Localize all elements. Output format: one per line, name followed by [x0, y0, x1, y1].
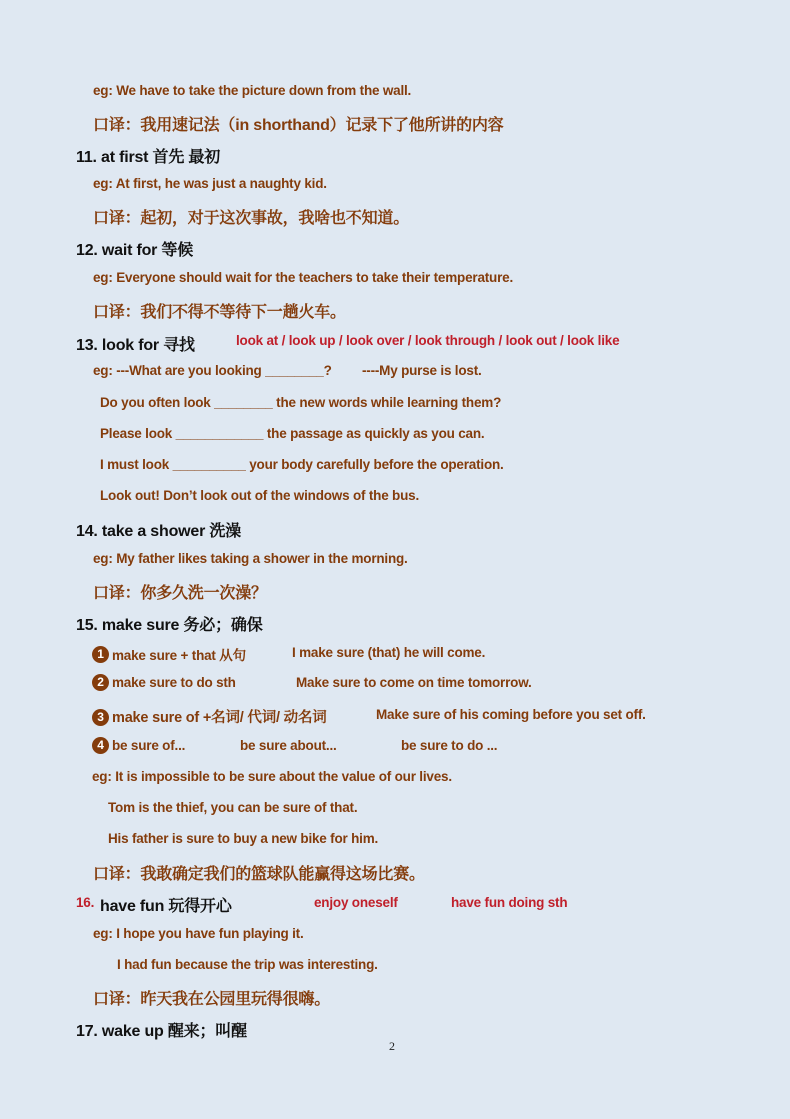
- pattern-text: make sure to do sth: [112, 675, 236, 691]
- translation-prompt: 口译：我敢确定我们的篮球队能赢得这场比赛。: [93, 866, 425, 883]
- number-badge-2: 2: [92, 674, 109, 691]
- pattern-variant: be sure about...: [240, 738, 337, 753]
- item-16-related-phrase: enjoy oneself: [314, 895, 398, 910]
- pattern-text: make sure + that 从句: [112, 648, 246, 663]
- fill-blank-sentence: Please look ____________ the passage as quickly as you can.: [100, 426, 485, 441]
- example-sentence: eg: We have to take the picture down from the wall.: [93, 83, 412, 98]
- example-sentence: eg: It is impossible to be sure about the value of our lives.: [92, 769, 452, 784]
- pattern-text: be sure of...: [112, 738, 186, 754]
- number-badge-1: 1: [92, 646, 109, 663]
- item-12-heading: 12. wait for 等候: [76, 242, 194, 259]
- example-answer: ----My purse is lost.: [362, 363, 482, 378]
- usage-pattern-3: [92, 706, 327, 727]
- item-13-related-phrases: look at / look up / look over / look through / look out / look like: [236, 333, 620, 348]
- page-number: 2: [389, 1039, 395, 1053]
- item-13-heading: 13. look for 寻找: [76, 337, 195, 354]
- example-sentence: eg: My father likes taking a shower in the morning.: [93, 551, 408, 566]
- pattern-example: Make sure to come on time tomorrow.: [296, 675, 532, 690]
- pattern-example: Make sure of his coming before you set off.: [376, 707, 646, 722]
- number-badge-4: 4: [92, 737, 109, 754]
- translation-prompt: 口译：我们不得不等待下一趟火车。: [93, 304, 346, 321]
- example-sentence: Look out! Don’t look out of the windows of the bus.: [100, 488, 420, 503]
- example-sentence: I had fun because the trip was interesting.: [117, 957, 378, 972]
- example-question: eg: ---What are you looking ________?: [93, 363, 332, 378]
- translation-prompt: 口译：起初，对于这次事故，我啥也不知道。: [93, 210, 410, 227]
- item-15-heading: 15. make sure 务必；确保: [76, 617, 263, 634]
- pattern-text: make sure of +名词/ 代词/ 动名词: [112, 710, 327, 726]
- example-sentence: eg: At first, he was just a naughty kid.: [93, 176, 327, 191]
- item-17-heading: 17. wake up 醒来；叫醒: [76, 1023, 247, 1040]
- example-sentence: His father is sure to buy a new bike for him.: [108, 831, 379, 846]
- translation-prompt: 口译：昨天我在公园里玩得很嗨。: [93, 991, 331, 1008]
- fill-blank-sentence: Do you often look ________ the new words while learning them?: [100, 395, 502, 410]
- item-16-heading: have fun 玩得开心: [100, 898, 232, 915]
- item-16-number: 16.: [76, 895, 95, 910]
- pattern-variant: be sure to do ...: [401, 738, 498, 753]
- number-badge-3: 3: [92, 709, 109, 726]
- fill-blank-sentence: I must look __________ your body carefully before the operation.: [100, 457, 504, 472]
- usage-pattern-2: [92, 675, 236, 692]
- example-sentence: Tom is the thief, you can be sure of that.: [108, 800, 358, 815]
- usage-pattern-1: [92, 644, 246, 665]
- pattern-example: I make sure (that) he will come.: [292, 645, 486, 660]
- translation-prompt: 口译：我用速记法（in shorthand）记录下了他所讲的内容: [93, 117, 504, 134]
- example-sentence: eg: Everyone should wait for the teachers to take their temperature.: [93, 270, 514, 285]
- item-16-related-phrase: have fun doing sth: [451, 895, 568, 910]
- translation-prompt: 口译：你多久洗一次澡？: [93, 585, 267, 602]
- item-14-heading: 14. take a shower 洗澡: [76, 523, 241, 540]
- item-11-heading: 11. at first 首先 最初: [76, 149, 220, 166]
- usage-pattern-4: [92, 738, 185, 755]
- example-sentence: eg: I hope you have fun playing it.: [93, 926, 304, 941]
